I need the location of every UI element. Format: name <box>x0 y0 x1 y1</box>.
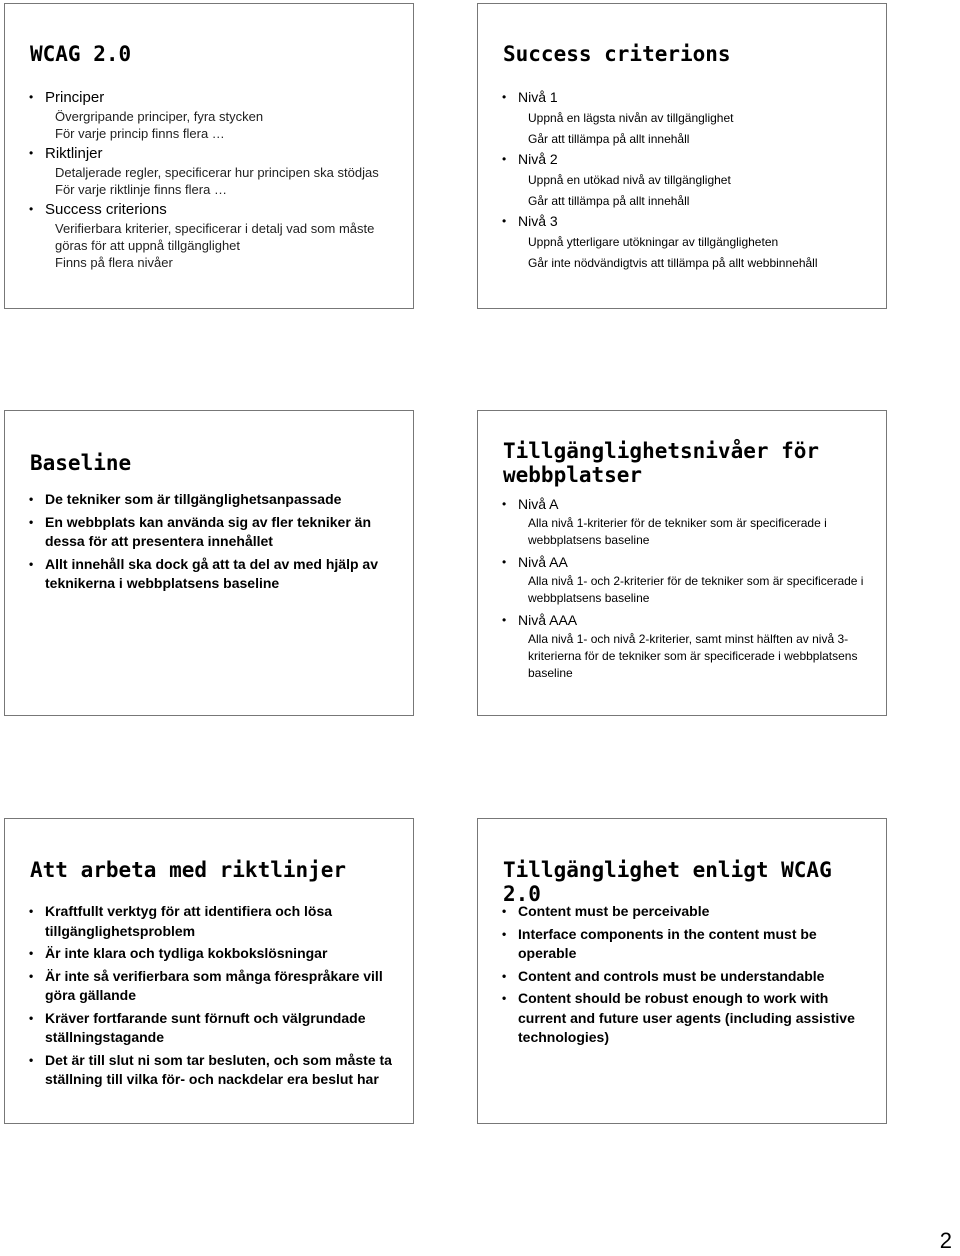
sub-item: Övergripande principer, fyra stycken <box>55 109 264 124</box>
list-item: • Content must be perceivable <box>502 902 878 922</box>
slide-title: Success criterions <box>503 42 731 66</box>
sub-item: Alla nivå 1- och 2-kriterier för de tekniker som är specificerade i webbplatsens baseline <box>528 574 864 605</box>
slide-baseline <box>4 410 414 716</box>
sub-item: Går att tillämpa på allt innehåll <box>528 131 690 146</box>
slide-title: Tillgänglighetsnivåer för webbplatser <box>503 439 820 487</box>
slide-title: Baseline <box>30 451 132 475</box>
bullet-heading: • Nivå 1 <box>518 89 558 105</box>
list-item: • De tekniker som är tillgänglighetsanpassade <box>29 490 405 510</box>
slide-title: WCAG 2.0 <box>30 42 132 66</box>
bullet-heading: • Nivå 3 <box>518 213 558 229</box>
list-item <box>502 211 878 273</box>
bullet-list <box>29 902 405 1093</box>
slide-tillganglighetsnivaer <box>477 410 887 716</box>
slide-success-criterions <box>477 3 887 309</box>
list-item: • Interface components in the content must be operable <box>502 925 878 964</box>
list-item: • En webbplats kan använda sig av fler tekniker än dessa för att presentera innehållet <box>29 513 405 552</box>
sub-item: Går inte nödvändigtvis att tillämpa på allt webbinnehåll <box>528 255 818 270</box>
bullet-heading: • Success criterions <box>45 201 167 218</box>
sub-item: Verifierbara kriterier, specificerar i detalj vad som måste göras för att uppnå tillgänglighet <box>55 221 375 253</box>
sub-item: Finns på flera nivåer <box>55 255 173 270</box>
bullet-heading: • Nivå A <box>518 496 559 512</box>
list-item <box>29 87 405 142</box>
list-item: • Är inte klara och tydliga kokbokslösningar <box>29 944 405 964</box>
list-item: • Det är till slut ni som tar besluten, och som måste ta ställning till vilka för- och nackdelar era beslut har <box>29 1051 405 1090</box>
bullet-list <box>29 490 405 597</box>
bullet-heading: • Principer <box>45 89 105 106</box>
list-item: • Allt innehåll ska dock gå att ta del av med hjälp av teknikerna i webbplatsens baseline <box>29 555 405 594</box>
slide-title: Tillgänglighet enligt WCAG 2.0 <box>503 858 832 906</box>
sub-item: För varje princip finns flera … <box>55 126 225 141</box>
list-item: • Kraftfullt verktyg för att identifiera och lösa tillgänglighetsproblem <box>29 902 405 941</box>
sub-item: Uppnå ytterligare utökningar av tillgängligheten <box>528 235 779 249</box>
sub-item: Detaljerade regler, specificerar hur principen ska stödjas <box>55 165 379 180</box>
list-item: • Kräver fortfarande sunt förnuft och välgrundade ställningstagande <box>29 1009 405 1048</box>
bullet-list <box>502 87 878 273</box>
list-item: • Content should be robust enough to work with current and future user agents (including assistive technologies) <box>502 989 878 1048</box>
slide-title: Att arbeta med riktlinjer <box>30 858 347 882</box>
bullet-heading: • Riktlinjer <box>45 145 103 162</box>
sub-item: Alla nivå 1- och nivå 2-kriterier, samt minst hälften av nivå 3-kriterierna för de tekniker som är specificerade i webbplatsens baseline <box>528 632 858 680</box>
list-item <box>502 609 878 682</box>
sub-item: Uppnå en utökad nivå av tillgänglighet <box>528 173 731 187</box>
list-item <box>502 551 878 607</box>
sub-item: För varje riktlinje finns flera … <box>55 182 227 197</box>
list-item <box>29 143 405 198</box>
bullet-heading: • Nivå AA <box>518 554 568 570</box>
list-item: • Är inte så verifierbara som många förespråkare vill göra gällande <box>29 967 405 1006</box>
bullet-list <box>502 493 878 684</box>
list-item <box>502 149 878 211</box>
list-item <box>502 87 878 149</box>
sub-item: Alla nivå 1-kriterier för de tekniker som är specificerade i webbplatsens baseline <box>528 516 827 547</box>
sub-item: Uppnå en lägsta nivån av tillgänglighet <box>528 111 734 125</box>
slide-tillganglighet-enligt-wcag <box>477 818 887 1124</box>
bullet-list <box>502 902 878 1051</box>
bullet-heading: • Nivå AAA <box>518 612 578 628</box>
list-item <box>29 199 405 271</box>
list-item <box>502 493 878 549</box>
slide-att-arbeta-med-riktlinjer <box>4 818 414 1124</box>
sub-item: Går att tillämpa på allt innehåll <box>528 193 690 208</box>
bullet-heading: • Nivå 2 <box>518 151 558 167</box>
page-number: 2 <box>939 1228 952 1253</box>
slide-wcag-2 <box>4 3 414 309</box>
bullet-list <box>29 87 405 272</box>
list-item: • Content and controls must be understandable <box>502 967 878 987</box>
